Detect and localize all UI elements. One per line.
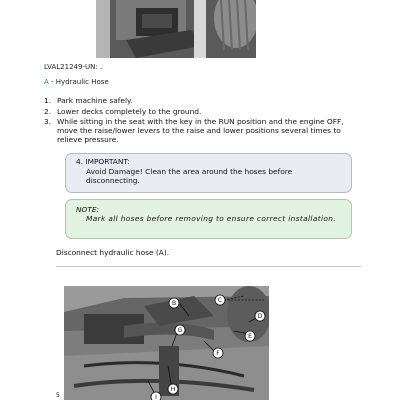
step-number: 2.	[44, 106, 52, 116]
step-3	[44, 117, 366, 144]
page-number: 5	[56, 392, 60, 399]
important-heading: 4. IMPORTANT:	[76, 157, 130, 166]
figure-legend	[44, 78, 109, 86]
callout-h-label: H	[170, 386, 176, 393]
step-text: Park machine safely.	[57, 96, 133, 105]
bottom-figure-image	[64, 286, 269, 400]
callout-g-label: G	[177, 327, 183, 334]
note-body: Mark all hoses before removing to ensure correct installation.	[86, 214, 336, 223]
note-heading: NOTE:	[76, 205, 100, 214]
legend-text: Hydraulic Hose	[55, 78, 109, 86]
callout-f-label: F	[216, 350, 220, 357]
bottom-figure-drawing	[64, 286, 269, 400]
top-figure-image	[96, 0, 256, 58]
important-callout	[65, 153, 352, 193]
callout-d-label: D	[257, 313, 263, 320]
top-figure-drawing	[96, 0, 256, 58]
callout-b-label: B	[171, 300, 177, 307]
step-text: While sitting in the seat with the key in the RUN position and the engine OFF, move the raise/lower levers to the raise and lower positions several times to relieve pressure.	[57, 117, 344, 144]
callout-e-label: E	[248, 333, 252, 340]
callout-i-label: I	[155, 394, 157, 400]
instruction-text: Disconnect hydraulic hose (A).	[56, 248, 170, 257]
legend-letter: A	[44, 78, 49, 86]
step-number: 3.	[44, 117, 52, 126]
step-number: 1.	[44, 96, 52, 105]
note-callout	[65, 199, 352, 239]
callout-c-label: C	[217, 297, 223, 304]
figure-caption-id: LVAL21249-UN: .	[44, 63, 103, 71]
step-text: Lower decks completely to the ground.	[57, 106, 202, 116]
procedure-steps	[44, 96, 366, 146]
section-divider	[56, 266, 361, 267]
step-1	[44, 96, 366, 105]
legend-separator: -	[48, 78, 56, 86]
important-body: Avoid Damage! Clean the area around the hoses before disconnecting.	[86, 167, 293, 185]
step-2	[44, 107, 366, 116]
